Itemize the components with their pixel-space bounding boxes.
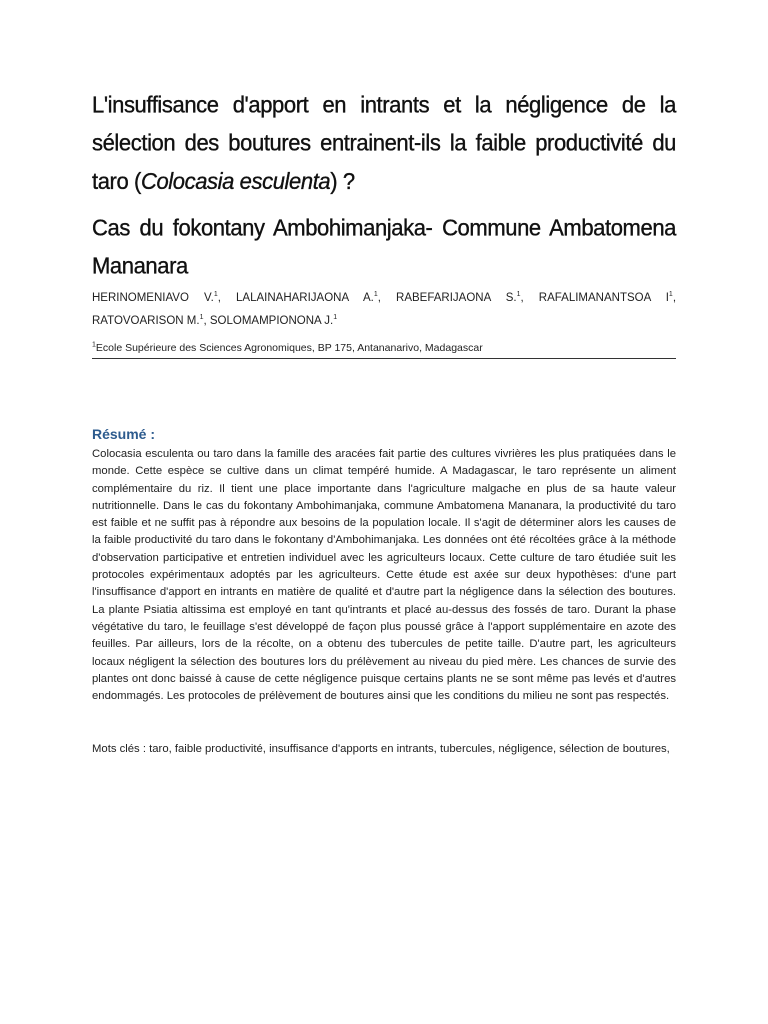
author: SOLOMAMPIONONA J.$^1$ [209, 314, 338, 327]
header-divider [92, 358, 676, 359]
abstract-text: Colocasia esculenta ou taro dans la famille des aracées fait partie des cultures vivrières les plus pratiquées dans le monde. Cette espèce se cultive dans un climat tempéré humide. A Madagascar, le taro représente un aliment complémentaire du riz. Il tient une place importante dans l'agriculture malgache en plus de sa haute valeur nutritionnelle. Dans le cas du fokontany Ambohimanjaka, commune Ambatomena Mananara, la productivité du taro est faible et ne suffit pas à répondre aux besoins de la population locale. Il s'agit de déterminer alors les causes de la faible productivité du taro dans le fokontany d'Ambohimanjaka. Les données ont été récoltées grâce à la méthode d'observation participative et entretien individuel avec les agriculteurs locaux. Cette culture de taro étudiée suit les protocoles expérimentaux adoptés par les agriculteurs. Cette étude est axée sur deux hypothèses: d'une part l'insuffisance d'apport en intrants en matière de qualité et d'autre part la négligence dans la sélection des boutures. La plante Psiatia altissima est employé en tant qu'intrants et placé au-dessus des fossés de taro. Durant la phase végétative du taro, le feuillage s'est développé de façon plus poussé grâce à l'apport supplémentaire en azote des feuilles. Par ailleurs, lors de la récolte, on a obtenu des tubercules de petite taille. D'autre part, les agriculteurs locaux négligent la sélection des boutures lors du prélèvement au niveau du pied mère. Les chances de survie des plantes ont donc baissé à cause de cette négligence puisque certains plants ne se sont même pas levés et d'autres endommagés. Les protocoles de prélèvement de boutures ainsi que les conditions du milieu ne sont pas respectés. [92, 448, 676, 703]
title-part1: L'insuffisance d'apport en intrants et la négligence de la sélection des boutures entrainent-ils la faible productivité du taro ( [92, 91, 676, 195]
author: RABEFARIJAONA S.$^1$, [396, 291, 539, 304]
affiliation-text: Ecole Supérieure des Sciences Agronomiques, BP 175, Antananarivo, Madagascar [95, 342, 483, 354]
title-subtitle: Cas du fokontany Ambohimanjaka- Commune Ambatomena Mananara [92, 214, 676, 279]
title-main [92, 86, 676, 200]
author: RAFALIMANANTSOA $I^1$, [538, 291, 677, 304]
affiliation-marker: 1 [92, 341, 96, 349]
author: HERINOMENIAVO V.$^1$, [92, 291, 237, 304]
keywords [92, 741, 676, 758]
author-list [92, 287, 676, 333]
keywords-label: Mots clés : [92, 743, 146, 755]
author: LALAINAHARIJAONA A.$^1$, [236, 291, 397, 304]
author: RATOVOARISON M.$^1$, [92, 314, 210, 327]
paper-title [92, 86, 676, 285]
title-species: Colocasia esculenta [140, 167, 331, 195]
affiliation [92, 340, 676, 356]
keywords-text: taro, faible productivité, insuffisance d'apports en intrants, tubercules, négligence, sélection de boutures, [146, 743, 670, 755]
abstract-heading: Résumé : [92, 426, 156, 442]
title-part2: ) ? [330, 167, 355, 195]
